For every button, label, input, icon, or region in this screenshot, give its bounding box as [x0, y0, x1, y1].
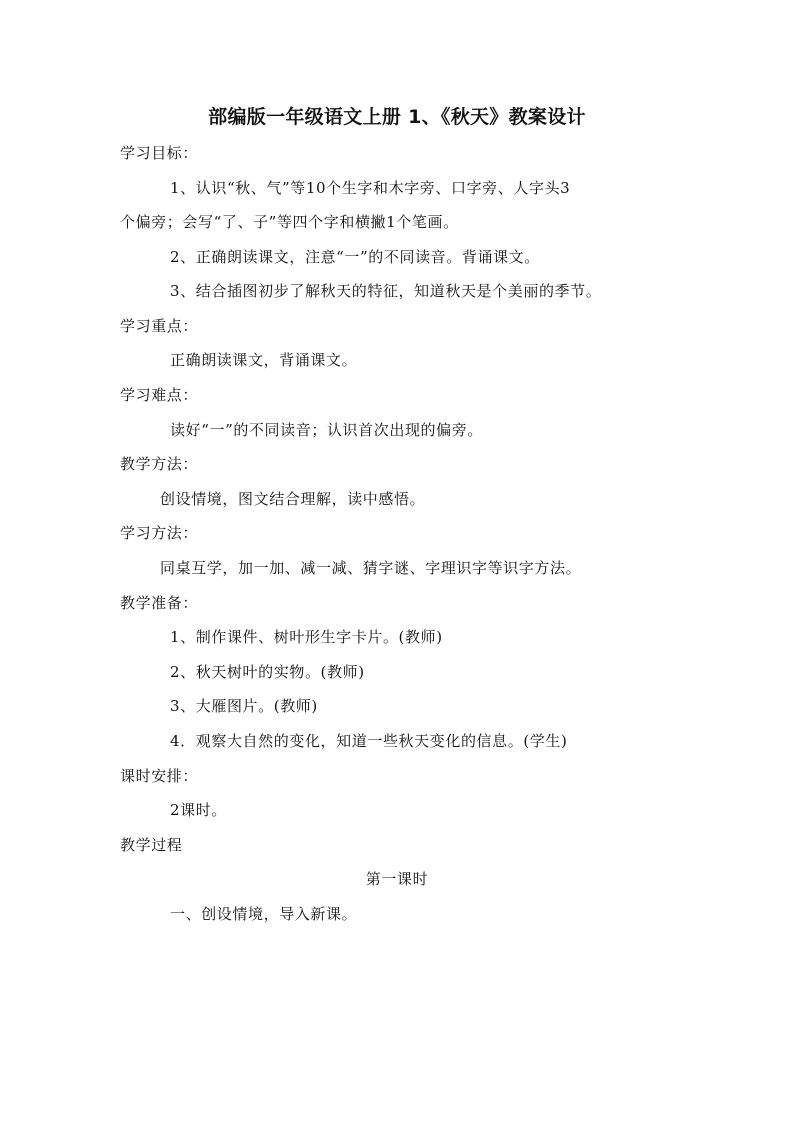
key-points-text: 正确朗读课文，背诵课文。 [170, 351, 358, 369]
key-points-heading: 学习重点： [120, 317, 199, 335]
preparation-item-1: 1、制作课件、树叶形生字卡片。(教师) [170, 628, 443, 646]
difficulties-text: 读好“一”的不同读音；认识首次出现的偏旁。 [170, 421, 483, 439]
document-title: 部编版一年级语文上册 1、《秋天》教案设计 [208, 106, 586, 128]
objective-item-3: 3、结合插图初步了解秋天的特征，知道秋天是个美丽的季节。 [170, 282, 602, 300]
objectives-heading: 学习目标： [120, 144, 199, 162]
objective-item-2: 2、正确朗读课文，注意“一”的不同读音。背诵课文。 [170, 248, 540, 266]
schedule-heading: 课时安排： [120, 767, 199, 785]
objective-item-1-line-1: 1、认识“秋、气”等10个生字和木字旁、口字旁、人字头3 [170, 179, 571, 197]
teaching-methods-text: 创设情境，图文结合理解，读中感悟。 [160, 490, 426, 508]
process-step-1: 一、创设情境，导入新课。 [170, 905, 358, 923]
difficulties-heading: 学习难点： [120, 386, 199, 404]
objective-item-1-line-2: 个偏旁；会写“了、子”等四个字和横撇1个笔画。 [120, 213, 459, 231]
learning-methods-text: 同桌互学，加一加、减一减、猜字谜、字理识字等识字方法。 [160, 559, 582, 577]
preparation-item-2: 2、秋天树叶的实物。(教师) [170, 663, 365, 681]
preparation-item-4: 4．观察大自然的变化，知道一些秋天变化的信息。(学生) [170, 732, 568, 750]
teaching-methods-heading: 教学方法： [120, 455, 199, 473]
preparation-item-3: 3、大雁图片。(教师) [170, 697, 318, 715]
process-heading: 教学过程 [120, 836, 183, 854]
lesson-title: 第一课时 [365, 870, 429, 888]
schedule-text: 2课时。 [170, 801, 227, 819]
learning-methods-heading: 学习方法： [120, 524, 199, 542]
preparation-heading: 教学准备： [120, 594, 199, 612]
